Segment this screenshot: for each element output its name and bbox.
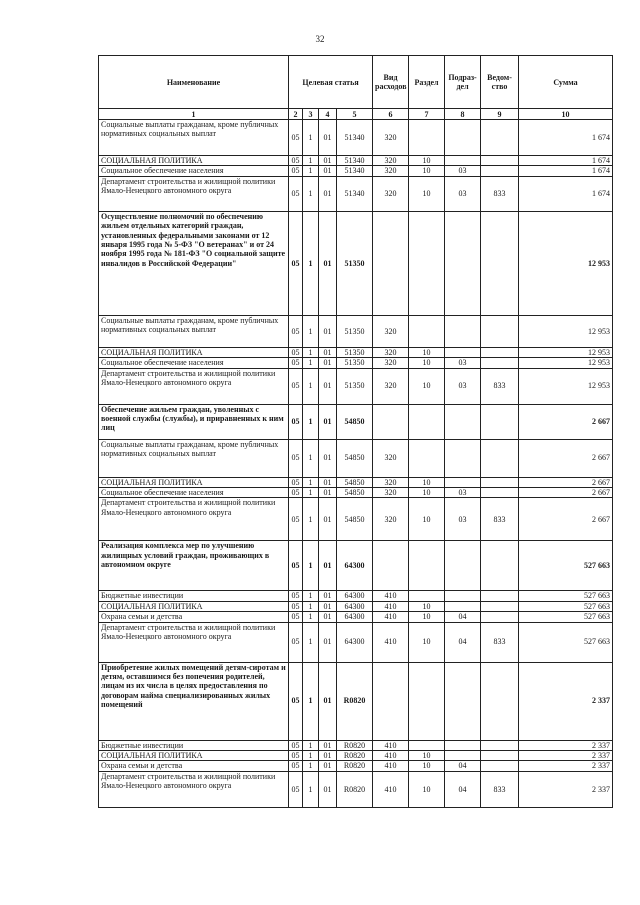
cell-subsection	[445, 156, 481, 166]
table-row	[99, 498, 613, 541]
cell-target-code: R0820	[337, 740, 373, 750]
cell-department	[481, 761, 519, 771]
cell-subsection: 03	[445, 498, 481, 541]
cell-department	[481, 740, 519, 750]
table-row	[99, 761, 613, 771]
column-number: 10	[519, 109, 613, 120]
cell-department	[481, 358, 519, 368]
cell-activity-code: 01	[319, 601, 337, 611]
cell-target-code: 51350	[337, 315, 373, 347]
cell-target-code: 51350	[337, 211, 373, 315]
cell-target-code: 64300	[337, 612, 373, 622]
row-name: Обеспечение жильем граждан, уволенных с военной службы (службы), и приравненных к ним лиц	[99, 404, 289, 439]
cell-amount: 2 667	[519, 439, 613, 477]
row-name: Социальные выплаты гражданам, кроме публичных нормативных социальных выплат	[99, 315, 289, 347]
cell-target-code: 54850	[337, 439, 373, 477]
cell-program-code: 05	[289, 315, 303, 347]
column-number: 4	[319, 109, 337, 120]
cell-expense-type: 410	[373, 591, 409, 601]
cell-section: 10	[409, 176, 445, 211]
cell-expense-type: 410	[373, 751, 409, 761]
cell-department	[481, 166, 519, 176]
cell-expense-type	[373, 662, 409, 740]
cell-program-code: 05	[289, 477, 303, 487]
cell-activity-code: 01	[319, 358, 337, 368]
cell-expense-type: 320	[373, 156, 409, 166]
column-number: 9	[481, 109, 519, 120]
header-name: Наименование	[99, 56, 289, 109]
cell-program-code: 05	[289, 601, 303, 611]
cell-activity-code: 01	[319, 761, 337, 771]
cell-expense-type	[373, 541, 409, 591]
cell-department	[481, 612, 519, 622]
cell-program-code: 05	[289, 358, 303, 368]
cell-department	[481, 488, 519, 498]
cell-activity-code: 01	[319, 347, 337, 357]
table-row	[99, 120, 613, 156]
cell-section: 10	[409, 488, 445, 498]
table-row	[99, 601, 613, 611]
row-name: Осуществление полномочий по обеспечению жильем отдельных категорий граждан, установленных федеральными законами от 12 января 1995 года № 5-ФЗ "О ветеранах" и от 24 ноября 1995 года № 181-ФЗ "О социальной защите инвалидов в Российской Федерации"	[99, 211, 289, 315]
cell-target-code: 64300	[337, 541, 373, 591]
table-row	[99, 662, 613, 740]
table-row	[99, 622, 613, 662]
cell-target-code: R0820	[337, 662, 373, 740]
cell-activity-code: 01	[319, 211, 337, 315]
cell-subsection: 04	[445, 771, 481, 807]
cell-expense-type: 320	[373, 368, 409, 404]
cell-expense-type: 410	[373, 740, 409, 750]
cell-program-code: 05	[289, 498, 303, 541]
cell-program-code: 05	[289, 622, 303, 662]
cell-subprogram-code: 1	[303, 358, 319, 368]
cell-program-code: 05	[289, 176, 303, 211]
cell-subsection	[445, 751, 481, 761]
row-name: Департамент строительства и жилищной политики Ямало-Ненецкого автономного округа	[99, 622, 289, 662]
cell-target-code: 51340	[337, 156, 373, 166]
cell-subsection	[445, 211, 481, 315]
table-row	[99, 404, 613, 439]
row-name: Социальное обеспечение населения	[99, 488, 289, 498]
cell-subprogram-code: 1	[303, 662, 319, 740]
cell-section: 10	[409, 166, 445, 176]
table-row	[99, 612, 613, 622]
cell-section	[409, 740, 445, 750]
cell-target-code: R0820	[337, 771, 373, 807]
cell-subsection	[445, 120, 481, 156]
row-name: Департамент строительства и жилищной политики Ямало-Ненецкого автономного округа	[99, 368, 289, 404]
cell-department	[481, 591, 519, 601]
cell-subprogram-code: 1	[303, 591, 319, 601]
cell-target-code: 51340	[337, 166, 373, 176]
cell-subsection	[445, 662, 481, 740]
cell-amount: 1 674	[519, 176, 613, 211]
cell-amount: 12 953	[519, 347, 613, 357]
cell-program-code: 05	[289, 439, 303, 477]
cell-subprogram-code: 1	[303, 498, 319, 541]
cell-expense-type: 320	[373, 176, 409, 211]
cell-activity-code: 01	[319, 541, 337, 591]
cell-subprogram-code: 1	[303, 211, 319, 315]
cell-subsection: 04	[445, 761, 481, 771]
column-number: 7	[409, 109, 445, 120]
cell-amount: 2 337	[519, 662, 613, 740]
row-name: Департамент строительства и жилищной политики Ямало-Ненецкого автономного округа	[99, 771, 289, 807]
row-name: Департамент строительства и жилищной политики Ямало-Ненецкого автономного округа	[99, 176, 289, 211]
cell-department	[481, 662, 519, 740]
cell-amount: 12 953	[519, 211, 613, 315]
column-number: 6	[373, 109, 409, 120]
row-name: Охрана семьи и детства	[99, 612, 289, 622]
cell-subsection	[445, 347, 481, 357]
table-row	[99, 156, 613, 166]
cell-activity-code: 01	[319, 591, 337, 601]
cell-expense-type: 410	[373, 622, 409, 662]
cell-activity-code: 01	[319, 176, 337, 211]
cell-amount: 527 663	[519, 541, 613, 591]
cell-target-code: 51350	[337, 368, 373, 404]
column-number: 1	[99, 109, 289, 120]
cell-subsection: 03	[445, 368, 481, 404]
cell-activity-code: 01	[319, 488, 337, 498]
cell-activity-code: 01	[319, 477, 337, 487]
cell-target-code: 54850	[337, 488, 373, 498]
cell-subprogram-code: 1	[303, 368, 319, 404]
cell-activity-code: 01	[319, 771, 337, 807]
cell-section	[409, 211, 445, 315]
cell-activity-code: 01	[319, 612, 337, 622]
cell-target-code: R0820	[337, 761, 373, 771]
cell-subprogram-code: 1	[303, 156, 319, 166]
table-row	[99, 541, 613, 591]
cell-expense-type: 320	[373, 347, 409, 357]
table-row	[99, 488, 613, 498]
column-number-row	[99, 109, 613, 120]
cell-department: 833	[481, 771, 519, 807]
cell-amount: 2 667	[519, 488, 613, 498]
cell-subprogram-code: 1	[303, 477, 319, 487]
cell-subsection: 04	[445, 612, 481, 622]
cell-expense-type: 320	[373, 315, 409, 347]
table-header-row	[99, 56, 613, 109]
cell-activity-code: 01	[319, 622, 337, 662]
cell-target-code: 51340	[337, 176, 373, 211]
cell-subprogram-code: 1	[303, 439, 319, 477]
budget-table	[98, 55, 613, 808]
table-row	[99, 439, 613, 477]
cell-amount: 527 663	[519, 612, 613, 622]
cell-expense-type: 410	[373, 761, 409, 771]
column-number: 5	[337, 109, 373, 120]
cell-section: 10	[409, 601, 445, 611]
cell-target-code: 54850	[337, 498, 373, 541]
cell-expense-type: 320	[373, 477, 409, 487]
cell-subsection	[445, 591, 481, 601]
cell-department	[481, 541, 519, 591]
header-department: Ведом-ство	[481, 56, 519, 109]
cell-program-code: 05	[289, 541, 303, 591]
cell-program-code: 05	[289, 211, 303, 315]
table-row	[99, 368, 613, 404]
table-row	[99, 358, 613, 368]
cell-amount: 2 337	[519, 751, 613, 761]
cell-department: 833	[481, 498, 519, 541]
cell-department	[481, 347, 519, 357]
cell-department	[481, 156, 519, 166]
cell-section: 10	[409, 347, 445, 357]
cell-activity-code: 01	[319, 166, 337, 176]
cell-department: 833	[481, 368, 519, 404]
cell-subsection	[445, 439, 481, 477]
cell-amount: 12 953	[519, 315, 613, 347]
table-body	[99, 120, 613, 808]
cell-target-code: 64300	[337, 601, 373, 611]
row-name: Бюджетные инвестиции	[99, 740, 289, 750]
cell-target-code: 51340	[337, 120, 373, 156]
cell-target-code: 64300	[337, 591, 373, 601]
row-name: Бюджетные инвестиции	[99, 591, 289, 601]
table-row	[99, 591, 613, 601]
cell-subprogram-code: 1	[303, 120, 319, 156]
cell-amount: 2 337	[519, 771, 613, 807]
row-name: Социальное обеспечение населения	[99, 166, 289, 176]
row-name: Приобретение жилых помещений детям-сиротам и детям, оставшимся без попечения родителей, лицам из их числа в целях предоставления по договорам найма специализированных жилых помещений	[99, 662, 289, 740]
cell-program-code: 05	[289, 751, 303, 761]
row-name: Социальные выплаты гражданам, кроме публичных нормативных социальных выплат	[99, 120, 289, 156]
cell-activity-code: 01	[319, 120, 337, 156]
cell-section	[409, 120, 445, 156]
cell-subprogram-code: 1	[303, 404, 319, 439]
cell-department: 833	[481, 622, 519, 662]
cell-section: 10	[409, 358, 445, 368]
row-name: Охрана семьи и детства	[99, 761, 289, 771]
cell-section	[409, 315, 445, 347]
cell-program-code: 05	[289, 156, 303, 166]
cell-target-code: 64300	[337, 622, 373, 662]
cell-section: 10	[409, 761, 445, 771]
cell-subprogram-code: 1	[303, 761, 319, 771]
cell-expense-type: 410	[373, 612, 409, 622]
cell-subsection	[445, 541, 481, 591]
cell-section	[409, 404, 445, 439]
cell-section: 10	[409, 156, 445, 166]
cell-subprogram-code: 1	[303, 541, 319, 591]
cell-subsection: 03	[445, 358, 481, 368]
cell-amount: 1 674	[519, 166, 613, 176]
cell-activity-code: 01	[319, 368, 337, 404]
cell-amount: 1 674	[519, 156, 613, 166]
cell-department	[481, 315, 519, 347]
cell-section: 10	[409, 622, 445, 662]
cell-expense-type	[373, 404, 409, 439]
cell-program-code: 05	[289, 368, 303, 404]
cell-program-code: 05	[289, 591, 303, 601]
cell-subprogram-code: 1	[303, 740, 319, 750]
cell-section: 10	[409, 477, 445, 487]
cell-department	[481, 404, 519, 439]
cell-subprogram-code: 1	[303, 612, 319, 622]
cell-activity-code: 01	[319, 751, 337, 761]
cell-target-code: R0820	[337, 751, 373, 761]
cell-department	[481, 120, 519, 156]
cell-program-code: 05	[289, 740, 303, 750]
cell-amount: 12 953	[519, 358, 613, 368]
cell-section: 10	[409, 368, 445, 404]
cell-amount: 2 667	[519, 498, 613, 541]
cell-subsection: 03	[445, 166, 481, 176]
table-row	[99, 166, 613, 176]
row-name: СОЦИАЛЬНАЯ ПОЛИТИКА	[99, 751, 289, 761]
cell-subsection: 04	[445, 622, 481, 662]
header-expense-type: Вид расходов	[373, 56, 409, 109]
cell-amount: 527 663	[519, 601, 613, 611]
cell-department: 833	[481, 176, 519, 211]
cell-amount: 12 953	[519, 368, 613, 404]
cell-expense-type	[373, 211, 409, 315]
cell-department	[481, 751, 519, 761]
table-row	[99, 176, 613, 211]
cell-activity-code: 01	[319, 740, 337, 750]
cell-department	[481, 211, 519, 315]
cell-section	[409, 662, 445, 740]
table-row	[99, 315, 613, 347]
cell-subsection	[445, 601, 481, 611]
cell-subsection: 03	[445, 488, 481, 498]
cell-program-code: 05	[289, 166, 303, 176]
cell-activity-code: 01	[319, 662, 337, 740]
cell-section	[409, 439, 445, 477]
row-name: Социальные выплаты гражданам, кроме публичных нормативных социальных выплат	[99, 439, 289, 477]
cell-subsection: 03	[445, 176, 481, 211]
cell-amount: 527 663	[519, 622, 613, 662]
cell-amount: 2 667	[519, 477, 613, 487]
cell-subprogram-code: 1	[303, 315, 319, 347]
cell-subprogram-code: 1	[303, 601, 319, 611]
cell-program-code: 05	[289, 347, 303, 357]
cell-target-code: 51350	[337, 347, 373, 357]
header-target: Целевая статья	[289, 56, 373, 109]
cell-program-code: 05	[289, 612, 303, 622]
cell-subsection	[445, 740, 481, 750]
header-amount: Сумма	[519, 56, 613, 109]
cell-subprogram-code: 1	[303, 488, 319, 498]
cell-expense-type: 410	[373, 601, 409, 611]
page-number: 32	[315, 34, 325, 44]
cell-expense-type: 320	[373, 498, 409, 541]
cell-activity-code: 01	[319, 315, 337, 347]
cell-expense-type: 320	[373, 120, 409, 156]
cell-section: 10	[409, 612, 445, 622]
cell-amount: 2 667	[519, 404, 613, 439]
row-name: Департамент строительства и жилищной политики Ямало-Ненецкого автономного округа	[99, 498, 289, 541]
row-name: СОЦИАЛЬНАЯ ПОЛИТИКА	[99, 601, 289, 611]
cell-expense-type: 320	[373, 358, 409, 368]
cell-department	[481, 477, 519, 487]
cell-subprogram-code: 1	[303, 347, 319, 357]
cell-amount: 2 337	[519, 761, 613, 771]
cell-department	[481, 439, 519, 477]
cell-subprogram-code: 1	[303, 176, 319, 211]
cell-program-code: 05	[289, 120, 303, 156]
row-name: Социальное обеспечение населения	[99, 358, 289, 368]
cell-section	[409, 541, 445, 591]
cell-target-code: 51350	[337, 358, 373, 368]
column-number: 8	[445, 109, 481, 120]
cell-subprogram-code: 1	[303, 771, 319, 807]
cell-subprogram-code: 1	[303, 166, 319, 176]
cell-amount: 1 674	[519, 120, 613, 156]
column-number: 2	[289, 109, 303, 120]
row-name: СОЦИАЛЬНАЯ ПОЛИТИКА	[99, 477, 289, 487]
cell-department	[481, 601, 519, 611]
table-row	[99, 347, 613, 357]
table-row	[99, 477, 613, 487]
cell-target-code: 54850	[337, 477, 373, 487]
cell-activity-code: 01	[319, 156, 337, 166]
cell-program-code: 05	[289, 761, 303, 771]
table-row	[99, 211, 613, 315]
cell-subprogram-code: 1	[303, 622, 319, 662]
cell-expense-type: 320	[373, 488, 409, 498]
cell-subsection	[445, 477, 481, 487]
cell-section: 10	[409, 498, 445, 541]
cell-section: 10	[409, 751, 445, 761]
cell-program-code: 05	[289, 771, 303, 807]
cell-activity-code: 01	[319, 404, 337, 439]
column-number: 3	[303, 109, 319, 120]
cell-activity-code: 01	[319, 439, 337, 477]
cell-program-code: 05	[289, 488, 303, 498]
table-row	[99, 771, 613, 807]
cell-section	[409, 591, 445, 601]
table-row	[99, 751, 613, 761]
cell-subsection	[445, 315, 481, 347]
cell-subprogram-code: 1	[303, 751, 319, 761]
table-row	[99, 740, 613, 750]
cell-target-code: 54850	[337, 404, 373, 439]
header-section: Раздел	[409, 56, 445, 109]
header-subsection: Подраз-дел	[445, 56, 481, 109]
row-name: СОЦИАЛЬНАЯ ПОЛИТИКА	[99, 347, 289, 357]
cell-section: 10	[409, 771, 445, 807]
row-name: Реализация комплекса мер по улучшению жилищных условий граждан, проживающих в автономном округе	[99, 541, 289, 591]
cell-expense-type: 320	[373, 439, 409, 477]
cell-expense-type: 320	[373, 166, 409, 176]
cell-program-code: 05	[289, 662, 303, 740]
row-name: СОЦИАЛЬНАЯ ПОЛИТИКА	[99, 156, 289, 166]
cell-program-code: 05	[289, 404, 303, 439]
cell-amount: 527 663	[519, 591, 613, 601]
cell-activity-code: 01	[319, 498, 337, 541]
cell-expense-type: 410	[373, 771, 409, 807]
cell-amount: 2 337	[519, 740, 613, 750]
cell-subsection	[445, 404, 481, 439]
